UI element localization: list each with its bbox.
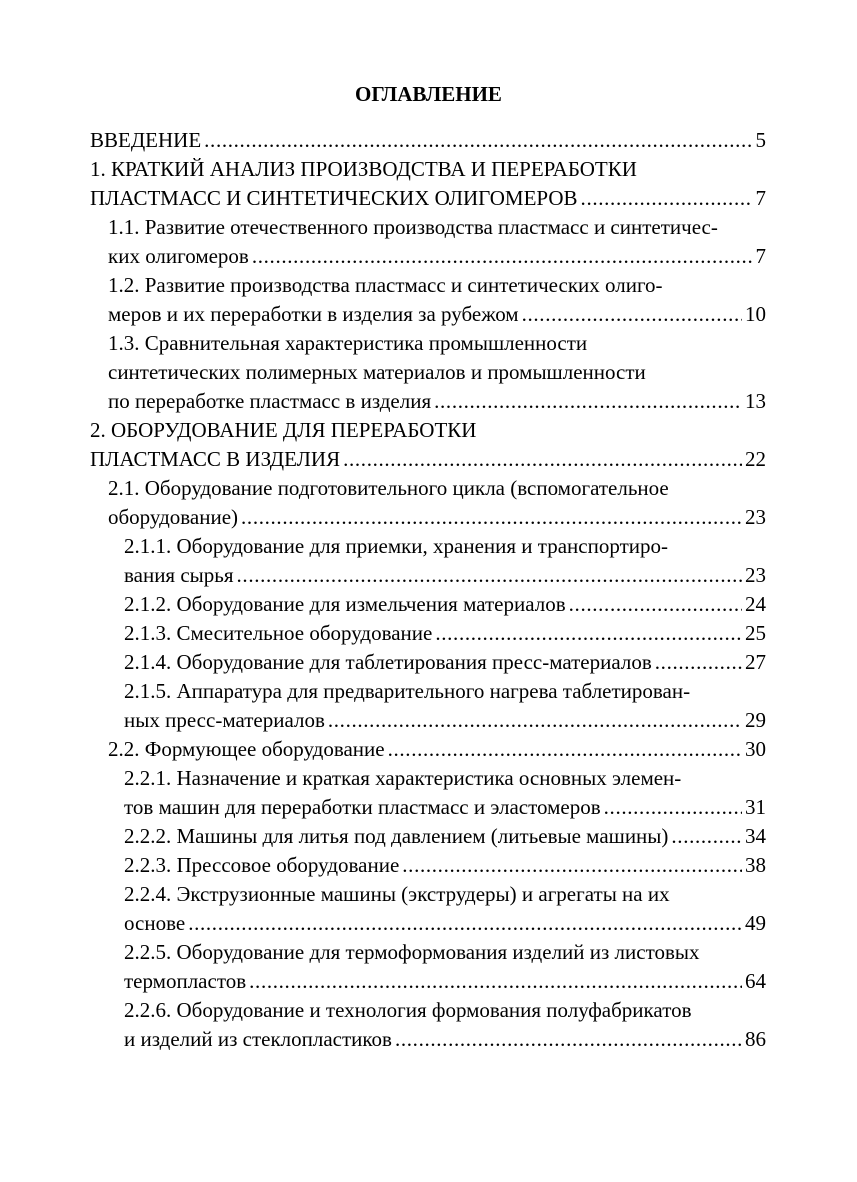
toc-page-number: 34 — [745, 824, 766, 848]
toc-entry-2-1-4[interactable] — [90, 648, 766, 677]
toc-entry-title: ВВЕДЕНИЕ — [90, 128, 202, 152]
toc-page-number: 25 — [745, 621, 766, 645]
toc-entry-title-line: 1.3. Сравнительная характеристика промышленности — [108, 331, 588, 355]
dot-leader — [435, 619, 742, 648]
dot-leader — [581, 184, 753, 213]
toc-page-number: 13 — [745, 389, 766, 413]
toc-entry-title: меров и их переработки в изделия за рубежом — [108, 302, 519, 326]
dot-leader — [188, 909, 742, 938]
dot-leader — [671, 822, 742, 851]
toc-entry-title: по переработке пластмасс в изделия — [108, 389, 432, 413]
dot-leader — [395, 1025, 742, 1054]
toc-entry-1-3[interactable] — [90, 329, 766, 416]
dot-leader — [604, 793, 742, 822]
toc-entry-title: 2.2. Формующее оборудование — [108, 737, 385, 761]
toc-entry-title-line: 2.2.4. Экструзионные машины (экструдеры) и агрегаты на их — [124, 882, 670, 906]
dot-leader — [434, 387, 742, 416]
dot-leader — [655, 648, 742, 677]
toc-entry-2-1-5[interactable] — [90, 677, 766, 735]
dot-leader — [204, 126, 752, 155]
toc-entry-2-2-4[interactable] — [90, 880, 766, 938]
toc-page-number: 30 — [745, 737, 766, 761]
toc-entry-title: ПЛАСТМАСС И СИНТЕТИЧЕСКИХ ОЛИГОМЕРОВ — [90, 186, 578, 210]
toc-entry-chapter-1[interactable] — [90, 155, 766, 213]
toc-page-number: 27 — [745, 650, 766, 674]
toc-page-number: 24 — [745, 592, 766, 616]
dot-leader — [402, 851, 742, 880]
toc-page-number: 49 — [745, 911, 766, 935]
toc-entry-title: тов машин для переработки пластмасс и эластомеров — [124, 795, 601, 819]
toc-entry-title-line: 2.2.6. Оборудование и технология формования полуфабрикатов — [124, 998, 692, 1022]
toc-entry-title-line: 2.2.1. Назначение и краткая характеристика основных элемен- — [124, 766, 682, 790]
toc-entry-title-line: 2.1.1. Оборудование для приемки, хранения и транспортиро- — [124, 534, 668, 558]
toc-entry-2-1[interactable] — [90, 474, 766, 532]
dot-leader — [241, 503, 742, 532]
toc-page-number: 22 — [745, 447, 766, 471]
toc-entry-title: 2.2.3. Прессовое оборудование — [124, 853, 400, 877]
dot-leader — [388, 735, 742, 764]
toc-entry-title: 2.1.2. Оборудование для измельчения материалов — [124, 592, 566, 616]
toc-entry-title: 2.1.4. Оборудование для таблетирования пресс-материалов — [124, 650, 652, 674]
toc-entry-title: оборудование) — [108, 505, 239, 529]
page-title: ОГЛАВЛЕНИЕ — [355, 82, 502, 106]
toc-entry-title-line: 1. КРАТКИЙ АНАЛИЗ ПРОИЗВОДСТВА И ПЕРЕРАБОТКИ — [90, 157, 637, 181]
toc-page-number: 31 — [745, 795, 766, 819]
dot-leader — [237, 561, 742, 590]
toc-entry-2-1-2[interactable] — [90, 590, 766, 619]
toc-entry-2-1-1[interactable] — [90, 532, 766, 590]
toc-entry-2-1-3[interactable] — [90, 619, 766, 648]
toc-entry-title-line: синтетических полимерных материалов и промышленности — [108, 360, 646, 384]
toc-page-number: 10 — [745, 302, 766, 326]
toc-page-number: 23 — [745, 563, 766, 587]
toc-entry-title-line: 2.1. Оборудование подготовительного цикла (вспомогательное — [108, 476, 669, 500]
toc-entry-title: ких олигомеров — [108, 244, 249, 268]
toc-entry-title: ных пресс-материалов — [124, 708, 325, 732]
toc-entry-title: и изделий из стеклопластиков — [124, 1027, 392, 1051]
dot-leader — [249, 967, 742, 996]
dot-leader — [343, 445, 742, 474]
toc-page-number: 64 — [745, 969, 766, 993]
toc-page-number: 86 — [745, 1027, 766, 1051]
toc-entry-introduction[interactable] — [90, 126, 766, 155]
table-of-contents — [90, 126, 766, 1054]
dot-leader — [569, 590, 742, 619]
toc-entry-2-2-3[interactable] — [90, 851, 766, 880]
dot-leader — [328, 706, 742, 735]
toc-entry-1-2[interactable] — [90, 271, 766, 329]
toc-page-number: 5 — [755, 128, 766, 152]
toc-entry-title: вания сырья — [124, 563, 234, 587]
toc-entry-title: ПЛАСТМАСС В ИЗДЕЛИЯ — [90, 447, 341, 471]
toc-entry-title-line: 2.1.5. Аппаратура для предварительного нагрева таблетирован- — [124, 679, 691, 703]
dot-leader — [522, 300, 742, 329]
toc-entry-title: термопластов — [124, 969, 247, 993]
toc-entry-1-1[interactable] — [90, 213, 766, 271]
toc-page-number: 7 — [755, 186, 766, 210]
toc-entry-title-line: 1.1. Развитие отечественного производства пластмасс и синтетичес- — [108, 215, 718, 239]
toc-page-number: 38 — [745, 853, 766, 877]
toc-entry-chapter-2[interactable] — [90, 416, 766, 474]
toc-page-number: 7 — [755, 244, 766, 268]
toc-entry-2-2-2[interactable] — [90, 822, 766, 851]
toc-entry-title-line: 1.2. Развитие производства пластмасс и синтетических олиго- — [108, 273, 663, 297]
toc-entry-2-2[interactable] — [90, 735, 766, 764]
toc-entry-2-2-1[interactable] — [90, 764, 766, 822]
toc-entry-title-line: 2.2.5. Оборудование для термоформования изделий из листовых — [124, 940, 700, 964]
toc-entry-title: 2.2.2. Машины для литья под давлением (литьевые машины) — [124, 824, 669, 848]
toc-entry-2-2-6[interactable] — [90, 996, 766, 1054]
toc-entry-title: 2.1.3. Смесительное оборудование — [124, 621, 433, 645]
toc-entry-title: основе — [124, 911, 186, 935]
toc-entry-title-line: 2. ОБОРУДОВАНИЕ ДЛЯ ПЕРЕРАБОТКИ — [90, 418, 477, 442]
dot-leader — [252, 242, 753, 271]
toc-page-number: 29 — [745, 708, 766, 732]
toc-page-number: 23 — [745, 505, 766, 529]
toc-entry-2-2-5[interactable] — [90, 938, 766, 996]
